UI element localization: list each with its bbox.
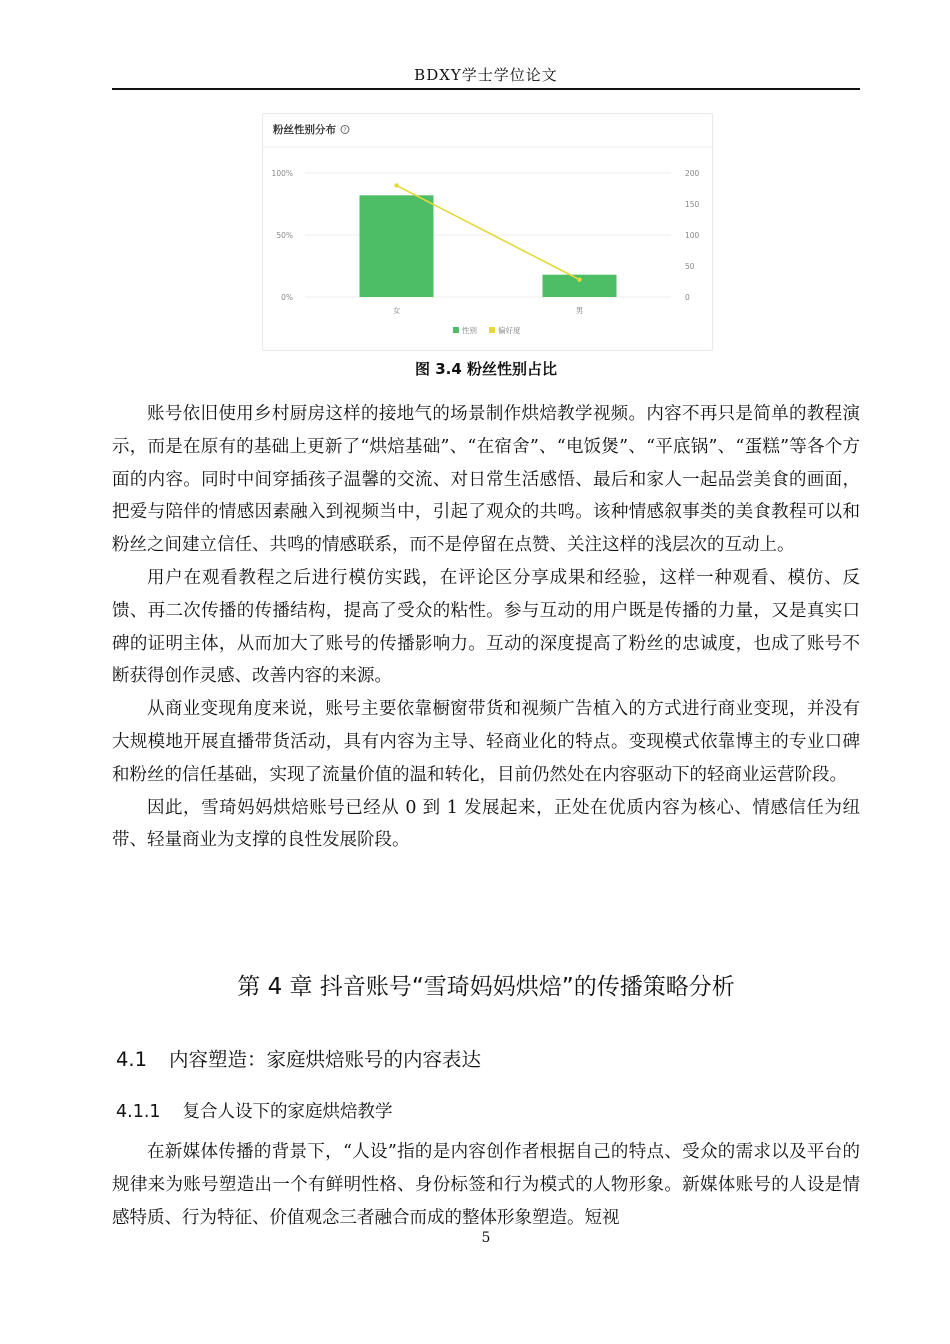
legend-swatch: [453, 327, 459, 333]
legend-swatch: [489, 327, 495, 333]
paragraph-4: 因此，雪琦妈妈烘焙账号已经从 0 到 1 发展起来，正处在优质内容为核心、情感信任为纽带、轻量商业为支撑的良性发展阶段。: [112, 797, 860, 851]
line-point: [577, 277, 581, 281]
y-left-tick-label: 50%: [276, 231, 293, 240]
gender-chart: [263, 114, 712, 350]
svg-text:?: ?: [343, 127, 347, 134]
section-heading: [116, 1044, 481, 1072]
x-category-label: 女: [392, 306, 401, 315]
y-right-tick-label: 0: [685, 293, 690, 302]
paragraph-3: 从商业变现角度来说，账号主要依靠橱窗带货和视频广告植入的方式进行商业变现，并没有大规模地开展直播带货活动，具有内容为主导、轻商业化的特点。变现模式依靠博主的专业口碑和粉丝的信任基础，实现了流量价值的温和转化，目前仍然处在内容驱动下的轻商业运营阶段。: [112, 699, 860, 785]
figure-chart-panel: [262, 113, 713, 351]
y-right-tick-label: 100: [685, 231, 700, 240]
section-number: 4.1: [116, 1048, 148, 1071]
paragraph-1: 账号依旧使用乡村厨房这样的接地气的场景制作烘焙教学视频。内容不再只是简单的教程演示，而是在原有的基础上更新了“烘焙基础”、“在宿舍”、“电饭煲”、“平底锅”、“蛋糕”等各个方面的内容。同时中间穿插孩子温馨的交流、对日常生活感悟、最后和家人一起品尝美食的画面，把爱与陪伴的情感因素融入到视频当中，引起了观众的共鸣。该种情感叙事类的美食教程可以和粉丝之间建立信任、共鸣的情感联系，而不是停留在点赞、关注这样的浅层次的互动上。: [112, 404, 860, 556]
subsection-heading: [116, 1098, 393, 1123]
x-category-label: 男: [575, 306, 584, 315]
chapter-title: 第 4 章 抖音账号“雪琦妈妈烘焙”的传播策略分析: [237, 974, 735, 1000]
bar: [360, 195, 434, 297]
y-right-tick-label: 50: [685, 262, 695, 271]
legend-label: 偏好度: [498, 326, 521, 335]
y-right-tick-label: 200: [685, 169, 700, 178]
subsection-number: 4.1.1: [116, 1102, 161, 1122]
paragraph-2: 用户在观看教程之后进行模仿实践，在评论区分享成果和经验，这样一种观看、模仿、反馈、再二次传播的传播结构，提高了受众的粘性。参与互动的用户既是传播的力量，又是真实口碑的证明主体，从而加大了账号的传播影响力。互动的深度提高了粉丝的忠诚度，也成了账号不断获得创作灵感、改善内容的来源。: [112, 567, 860, 687]
subsection-title: 复合人设下的家庭烘焙教学: [182, 1102, 393, 1122]
y-left-tick-label: 100%: [271, 169, 293, 178]
legend-label: 性别: [462, 326, 477, 335]
page-number: 5: [481, 1230, 491, 1246]
body-text: [112, 398, 860, 857]
running-header: BDXY学士学位论文: [414, 66, 558, 84]
help-icon: [341, 126, 349, 135]
y-left-tick-label: 0%: [281, 293, 293, 302]
paragraph-5: 在新媒体传播的背景下，“人设”指的是内容创作者根据自己的特点、受众的需求以及平台的规律来为账号塑造出一个有鲜明性格、身份标签和行为模式的人物形象。新媒体账号的人设是情感特质、行为特征、价值观念三者融合而成的整体形象塑造。短视: [112, 1142, 860, 1228]
header-rule: [112, 88, 860, 90]
chart-title: 粉丝性别分布: [273, 124, 336, 136]
figure-caption: 图 3.4 粉丝性别占比: [414, 360, 558, 378]
y-right-tick-label: 150: [685, 200, 700, 209]
section-title: 内容塑造：家庭烘焙账号的内容表达: [169, 1048, 482, 1071]
body-text-2: [112, 1136, 860, 1234]
line-point: [394, 183, 398, 187]
